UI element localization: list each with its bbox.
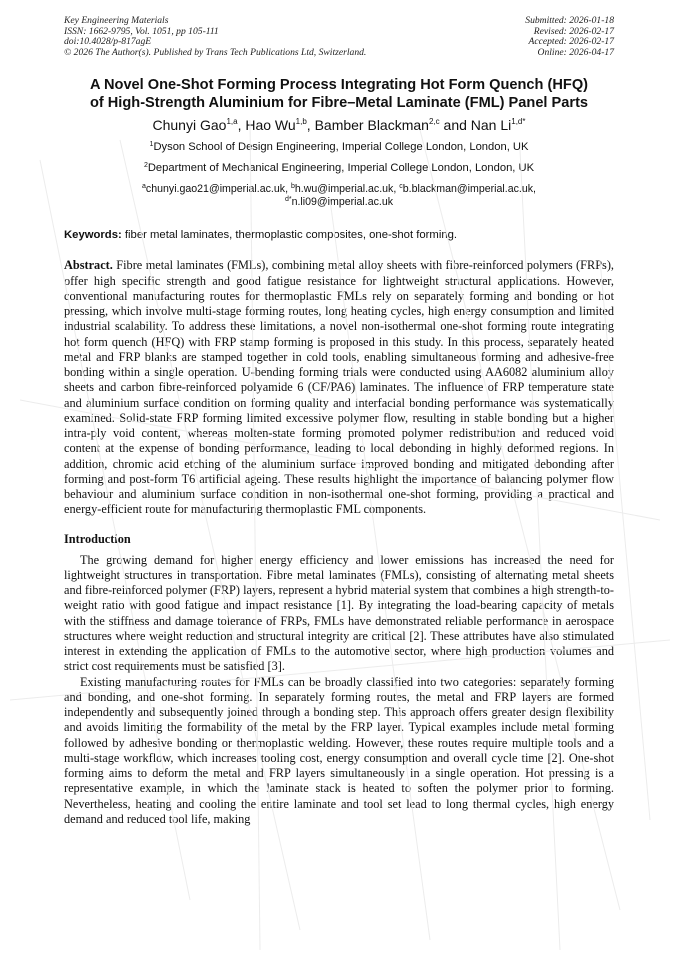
online-date: Online: 2026-04-17 bbox=[537, 46, 614, 58]
author-separator: , bbox=[237, 117, 246, 134]
section-heading-introduction: Introduction bbox=[64, 531, 131, 546]
copyright-line: © 2026 The Author(s). Published by Trans Tech Publications Ltd, Switzerland. bbox=[64, 46, 367, 58]
intro-paragraph-1: The growing demand for higher energy efficiency and lower emissions has increased the need for lightweight structures in transportation. Fibre metal laminates (FMLs), consisting of alternating metal sheets and fibre-reinforced polymer (FRP) layers, represent a hybrid material system that combines a high strength-to-weight ratio with good fatigue and impact resistance [1]. By integrating the load-bearing capacity of metals with the stiffness and damage tolerance of FRPs, FMLs have demonstrated reliable performance in aerospace structures where weight reduction and structural integrity are critical [2]. These attributes have also stimulated interest in extending the application of FMLs to the automotive sector, where high production volumes and strict cost requirements must be satisfied [3]. bbox=[64, 552, 614, 674]
revised-date: Revised: 2026-02-17 bbox=[533, 25, 614, 37]
affiliation-marker: 2 bbox=[143, 162, 148, 170]
affiliation-2 bbox=[64, 161, 614, 175]
email-line-1: $^a$chunyi.gao21@imperial.ac.uk, $^b$h.wu@imperial.ac.uk, $^c$b.blackman@imperial.ac.uk, bbox=[142, 183, 536, 196]
author-name: Chunyi Gao bbox=[152, 117, 227, 134]
email-marker: c bbox=[399, 183, 403, 191]
accepted-date: Accepted: 2026-02-17 bbox=[528, 36, 614, 48]
affiliation-marker: 1 bbox=[149, 141, 154, 149]
email-marker: b bbox=[290, 183, 295, 191]
author-list bbox=[64, 116, 614, 134]
paper-title bbox=[64, 77, 614, 112]
keywords-label: Keywords: bbox=[64, 229, 122, 242]
publication-dates bbox=[525, 16, 614, 58]
abstract-text: Fibre metal laminates (FMLs), combining metal alloy sheets with fibre-reinforced polymers (FRPs), offer high specific strength and good fatigue resistance for lightweight structural applications. However, conventional manufacturing routes for thermoplastic FMLs rely on separately forming and bonding or hot pressing, which involve multi-stage forming routes, long heating cycles, high energy consumption and limited industrial scalability. To address these limitations, a novel non-isothermal one-shot forming route integrating hot form quench (HFQ) with FRP stamp forming is proposed in this study. In this process, separately heated metal and FRP blanks are stamped together in cold tools, enabling simultaneous forming and adhesive-free bonding within a single operation. U-bending forming trials were conducted using AA6082 aluminium alloy sheets and carbon fibre-reinforced polyamide 6 (CF/PA6) laminates. The influence of FRP temperature state and aluminium surface condition on forming quality and interfacial bonding performance was systematically examined. Solid-state FRP forming limited excessive polymer flow, resulting in stable bonding but a higher intra-ply void content, whereas molten-state forming promoted polymer redistribution and reduced void content at the expense of bonding performance, leading to local debonding in highly deformed regions. In addition, chromic acid etching of the aluminium surface improved bonding and mitigated debonding after forming and post-form T6 artificial ageing. These results highlight the importance of balancing polymer flow behaviour and aluminium surface condition in non-isothermal one-shot forming, providing a practical and energy-efficient route for manufacturing thermoplastic FML components. bbox=[64, 258, 614, 517]
author-name: Bamber Blackman bbox=[314, 117, 429, 134]
doi-line[interactable]: doi:10.4028/p-817agE bbox=[64, 36, 152, 48]
journal-name: Key Engineering Materials bbox=[64, 15, 169, 26]
submitted-date: Submitted: 2026-01-18 bbox=[525, 15, 614, 26]
author-emails bbox=[64, 183, 614, 209]
author-superscript: 2,c bbox=[428, 117, 440, 127]
author-separator: , bbox=[306, 117, 315, 134]
keywords bbox=[64, 228, 614, 242]
abstract bbox=[64, 258, 614, 517]
author-superscript: 1,b bbox=[295, 117, 307, 127]
title-line-2: of High-Strength Aluminium for Fibre–Metal Laminate (FML) Panel Parts bbox=[89, 94, 589, 111]
author-name: Hao Wu bbox=[245, 117, 296, 134]
abstract-label: Abstract. bbox=[64, 258, 113, 273]
email-line-2 bbox=[64, 196, 614, 209]
author-superscript: 1,a bbox=[226, 117, 238, 127]
issn-line: ISSN: 1662-9795, Vol. 1051, pp 105-111 bbox=[64, 25, 219, 37]
journal-info bbox=[64, 16, 366, 58]
affiliation-text: Dyson School of Design Engineering, Imperial College London, London, UK bbox=[153, 141, 529, 154]
author-name: Nan Li bbox=[470, 117, 512, 134]
affiliation-text: Department of Mechanical Engineering, Imperial College London, London, UK bbox=[147, 162, 535, 175]
email-link[interactable]: h.wu@imperial.ac.uk bbox=[294, 183, 394, 196]
keywords-text: fiber metal laminates, thermoplastic composites, one-shot forming. bbox=[121, 229, 458, 242]
journal-header bbox=[64, 16, 614, 58]
email-marker: a bbox=[142, 183, 146, 191]
intro-paragraph-2: Existing manufacturing routes for FMLs can be broadly classified into two categories: separately forming and bonding, and one-shot forming. In separately forming routes, the metal and FRP layers are formed independently and subsequently joined through a bonding step. This approach offers greater design flexibility and avoids limiting the formability of the metal by the FRP layer. Typical examples include metal forming followed by adhesive bonding or thermoplastic welding. However, these routes require multiple tools and a multi-stage workflow, which increases tooling cost, energy consumption and overall cycle time [2]. One-shot forming aims to deform the metal and FRP layers simultaneously in a single operation. Hot pressing is a representative example, in which the laminate stack is heated to soften the polymer prior to forming. Nevertheless, heating and cooling the entire laminate and tool set lead to long thermal cycles, high energy demand and reduced tool life, making bbox=[64, 674, 614, 826]
email-marker: d* bbox=[284, 196, 292, 204]
author-and: and bbox=[439, 117, 471, 134]
email-link[interactable]: n.li09@imperial.ac.uk bbox=[291, 196, 394, 209]
email-link[interactable]: chunyi.gao21@imperial.ac.uk bbox=[145, 183, 286, 196]
author-superscript: 1,d* bbox=[511, 117, 526, 127]
affiliation-1 bbox=[64, 140, 614, 154]
email-link[interactable]: b.blackman@imperial.ac.uk bbox=[402, 183, 534, 196]
title-line-1: A Novel One-Shot Forming Process Integrating Hot Form Quench (HFQ) bbox=[89, 77, 589, 94]
